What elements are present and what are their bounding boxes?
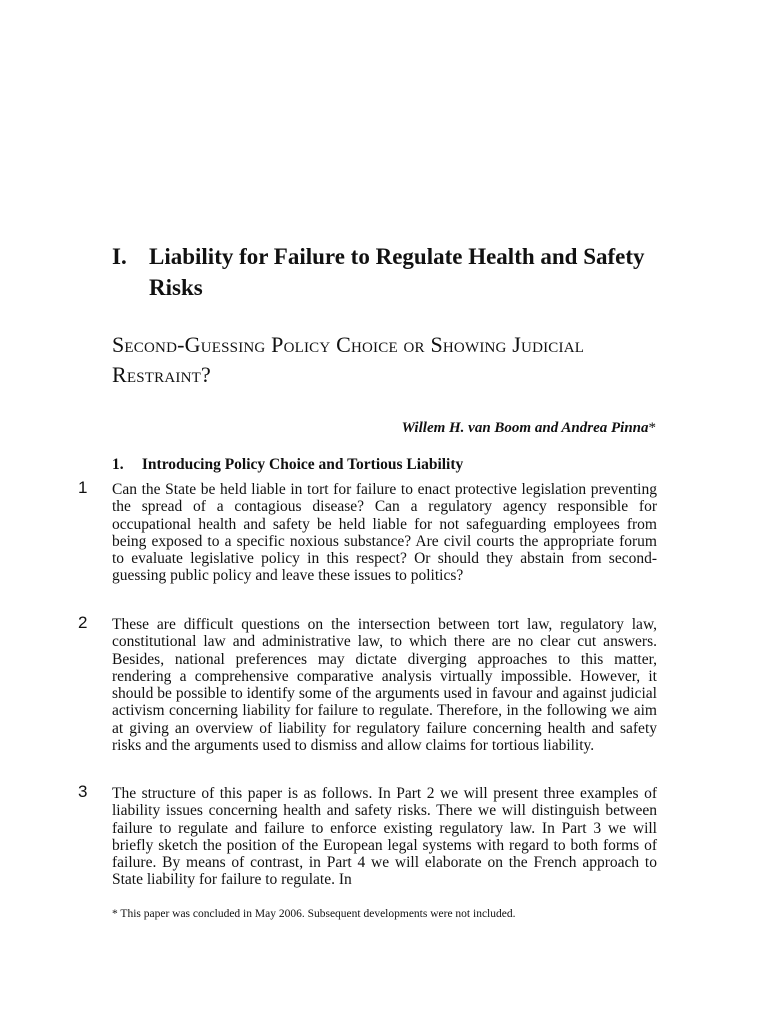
chapter-title-text: Liability for Failure to Regulate Health and Safety Risks	[149, 244, 645, 300]
margin-paragraph-number: 2	[78, 613, 88, 632]
section-heading	[112, 454, 672, 475]
paragraph-text: Can the State be held liable in tort for failure to enact protective legislation preventing the spread of a contagious disease? Can a regulatory agency responsible for occupational health and safety be held liable for not safeguarding employees from being exposed to a specific noxious substance? Are civil courts the appropriate forum to evaluate legislative policy in this respect? Or should they abstain from second-guessing public policy and leave these issues to politics?	[112, 481, 657, 585]
margin-paragraph-number: 1	[78, 478, 88, 497]
paragraph	[78, 613, 657, 755]
chapter-number: I.	[112, 244, 127, 269]
author-footnote-mark: *	[648, 420, 656, 436]
author-line	[402, 418, 656, 438]
paragraph	[78, 782, 657, 889]
margin-paragraph-number: 3	[78, 782, 88, 801]
footnote: * This paper was concluded in May 2006. Subsequent developments were not included.	[112, 908, 516, 920]
section-number: 1.	[112, 456, 124, 473]
section-title: Introducing Policy Choice and Tortious Liability	[141, 456, 464, 473]
chapter-title	[112, 241, 672, 303]
paragraph-text: These are difficult questions on the intersection between tort law, regulatory law, constitutional law and administrative law, to which there are no clear cut answers. Besides, national preferences may dictate diverging approaches to this matter, rendering a comprehensive comparative analysis virtually impossible. However, it should be possible to identify some of the arguments used in favour and against judicial activism concerning liability for failure to regulate. Therefore, in the following we aim at giving an overview of liability for regulatory failure concerning health and safety risks and the arguments used to dismiss and allow claims for tortious liability.	[112, 616, 657, 755]
author-names: Willem H. van Boom and Andrea Pinna	[401, 420, 649, 436]
paragraph	[78, 478, 657, 585]
paragraph-text: The structure of this paper is as follows. In Part 2 we will present three examples of liability issues concerning health and safety risks. There we will distinguish between failure to regulate and failure to enforce existing regulatory law. In Part 3 we will briefly sketch the position of the European legal systems with regard to both forms of failure. By means of contrast, in Part 4 we will elaborate on the French approach to State liability for failure to regulate. In	[112, 785, 657, 889]
chapter-subtitle: Second-Guessing Policy Choice or Showing Judicial Restraint?	[112, 332, 585, 387]
